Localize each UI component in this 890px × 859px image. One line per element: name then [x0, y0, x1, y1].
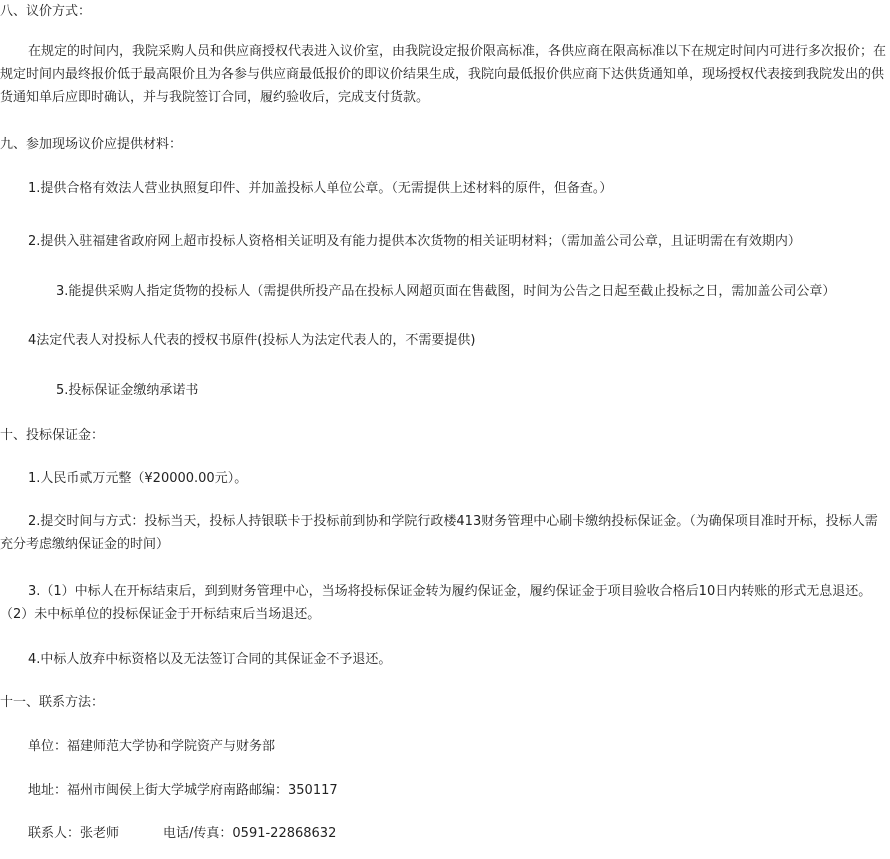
section-9-heading: 九、参加现场议价应提供材料：: [0, 137, 183, 152]
section-10-item-2: 2.提交时间与方式：投标当天，投标人持银联卡于投标前到协和学院行政楼413财务管理中心刷卡缴纳投标保证金。（为确保项目准时开标，投标人需充分考虑缴纳保证金的时间）: [0, 514, 878, 552]
contact-address: 地址：福州市闽侯上街大学城学府南路邮编：350117: [28, 783, 338, 798]
section-8-heading: 八、议价方式：: [0, 4, 92, 19]
section-11-heading: 十一、联系方法：: [0, 695, 105, 710]
section-9-item-5: 5.投标保证金缴纳承诺书: [56, 383, 199, 398]
contact-unit: 单位：福建师范大学协和学院资产与财务部: [28, 739, 276, 754]
section-10-item-1: 1.人民币贰万元整（¥20000.00元）。: [28, 471, 248, 486]
section-9-item-4: 4法定代表人对投标人代表的授权书原件(投标人为法定代表人的，不需要提供): [28, 333, 476, 348]
section-8-paragraph: 在规定的时间内，我院采购人员和供应商授权代表进入议价室，由我院设定报价限高标准，各供应商在限高标准以下在规定时间内可进行多次报价；在规定时间内最终报价低于最高限价且为各参与供应商最低报价的即议价结果生成，我院向最低报价供应商下达供货通知单，现场授权代表接到我院发出的供货通知单后应即时确认，并与我院签订合同，履约验收后，完成支付货款。: [0, 44, 887, 105]
section-9-item-2: 2.提供入驻福建省政府网上超市投标人资格相关证明及有能力提供本次货物的相关证明材料；（需加盖公司公章，且证明需在有效期内）: [28, 234, 801, 249]
contact-phone: 电话/传真：0591-22868632: [163, 826, 337, 841]
contact-person: 联系人：张老师: [28, 826, 120, 841]
section-10-item-4: 4.中标人放弃中标资格以及无法签订合同的其保证金不予退还。: [28, 652, 392, 667]
section-9-item-1: 1.提供合格有效法人营业执照复印件、并加盖投标人单位公章。（无需提供上述材料的原件，但备查。）: [28, 181, 613, 196]
section-9-item-3: 3.能提供采购人指定货物的投标人（需提供所投产品在投标人网超页面在售截图，时间为公告之日起至截止投标之日，需加盖公司公章）: [56, 284, 836, 299]
section-10-item-3: 3.（1）中标人在开标结束后，到到财务管理中心，当场将投标保证金转为履约保证金，履约保证金于项目验收合格后10日内转账的形式无息退还。（2）未中标单位的投标保证金于开标结束后当场退还。: [0, 584, 872, 622]
section-10-heading: 十、投标保证金：: [0, 428, 105, 443]
contact-line: [28, 825, 890, 843]
